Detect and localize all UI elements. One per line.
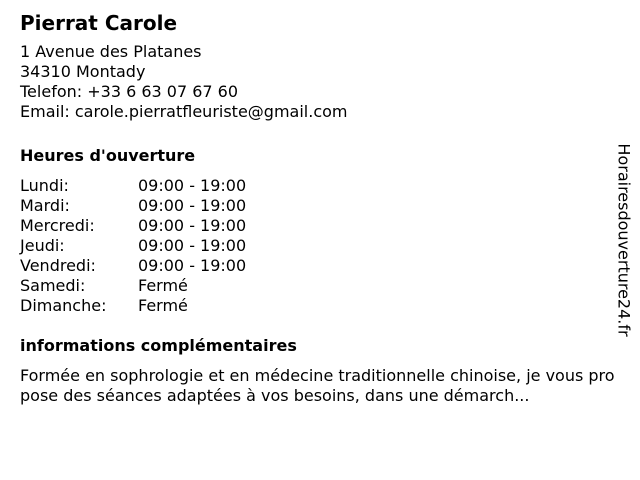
hours-row-tuesday <box>20 196 610 216</box>
additional-info-title: informations complémentaires <box>20 336 297 355</box>
hours-row-wednesday <box>20 216 610 236</box>
hours-row-sunday <box>20 296 610 316</box>
day-label: Mardi: <box>20 196 70 215</box>
time-range: 09:00 - 19:00 <box>138 236 247 255</box>
day-label: Dimanche: <box>20 296 107 315</box>
hours-row-saturday <box>20 276 610 296</box>
day-label: Vendredi: <box>20 256 96 275</box>
address-line-1: 1 Avenue des Platanes <box>20 42 202 61</box>
address-line-2: 34310 Montady <box>20 62 146 81</box>
hours-row-friday <box>20 256 610 276</box>
hours-row-monday <box>20 176 610 196</box>
additional-info-text: Formée en sophrologie et en médecine traditionnelle chinoise, je vous propose des séances adaptées à vos besoins, dans une démarch... <box>20 366 615 405</box>
opening-hours-title: Heures d'ouverture <box>20 146 196 165</box>
time-range: 09:00 - 19:00 <box>138 176 247 195</box>
day-label: Jeudi: <box>20 236 65 255</box>
business-card <box>20 10 615 406</box>
time-range: 09:00 - 19:00 <box>138 256 247 275</box>
hours-row-thursday <box>20 236 610 256</box>
business-name: Pierrat Carole <box>20 11 178 35</box>
day-label: Mercredi: <box>20 216 95 235</box>
day-label: Samedi: <box>20 276 86 295</box>
opening-hours-list <box>20 176 610 316</box>
phone-number: Telefon: +33 6 63 07 67 60 <box>20 82 239 101</box>
day-label: Lundi: <box>20 176 69 195</box>
time-range: Fermé <box>138 296 188 315</box>
time-range: 09:00 - 19:00 <box>138 216 247 235</box>
time-range: Fermé <box>138 276 188 295</box>
email-address: Email: carole.pierratfleuriste@gmail.com <box>20 102 348 121</box>
site-watermark: Horairesdouverture24.fr <box>614 143 634 337</box>
time-range: 09:00 - 19:00 <box>138 196 247 215</box>
